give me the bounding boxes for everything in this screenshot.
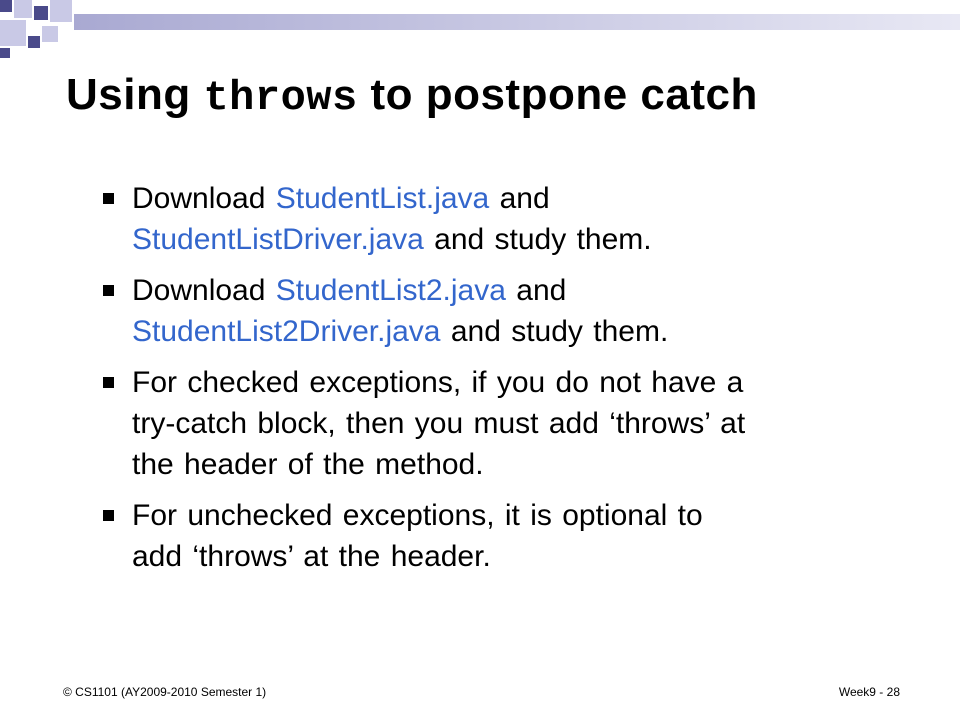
deco-square-dark-2 (34, 6, 48, 20)
square-bullet-icon (103, 377, 114, 388)
studentlist2-java-link[interactable]: StudentList2.java (275, 274, 506, 307)
bullet-item-3: For checked exceptions, if you do not have a try-catch block, then you must add ‘throws’ at the header of the method. (100, 362, 890, 485)
studentlist2driver-java-link[interactable]: StudentList2Driver.java (132, 315, 441, 348)
bullet-item-4: For unchecked exceptions, it is optional to add ‘throws’ at the header. (100, 495, 890, 577)
studentlist-java-link[interactable]: StudentList.java (275, 182, 490, 215)
bullet-list (100, 178, 890, 587)
studentlistdriver-java-link[interactable]: StudentListDriver.java (132, 223, 424, 256)
deco-square-light-2 (50, 0, 72, 22)
deco-square-light-4 (42, 26, 58, 42)
deco-gradient-bar (74, 14, 960, 30)
footer-page-number: Week9 - 28 (838, 685, 900, 699)
square-bullet-icon (103, 193, 114, 204)
title-code-keyword: throws (203, 74, 358, 122)
bullet-item-1: Download StudentList.java and StudentListDriver.java and study them. (100, 178, 890, 260)
deco-square-light-3 (0, 20, 26, 46)
deco-square-dark-3 (28, 36, 40, 48)
square-bullet-icon (103, 285, 114, 296)
bullet-item-2: Download StudentList2.java and StudentList2Driver.java and study them. (100, 270, 890, 352)
deco-square-dark-1 (0, 0, 12, 12)
slide-decoration (0, 0, 960, 60)
deco-square-dark-4 (0, 48, 10, 58)
footer-copyright: © CS1101 (AY2009-2010 Semester 1) (63, 685, 267, 699)
slide-title: Using throws to postpone catch (66, 70, 758, 122)
square-bullet-icon (103, 510, 114, 521)
deco-square-light-1 (14, 0, 32, 18)
